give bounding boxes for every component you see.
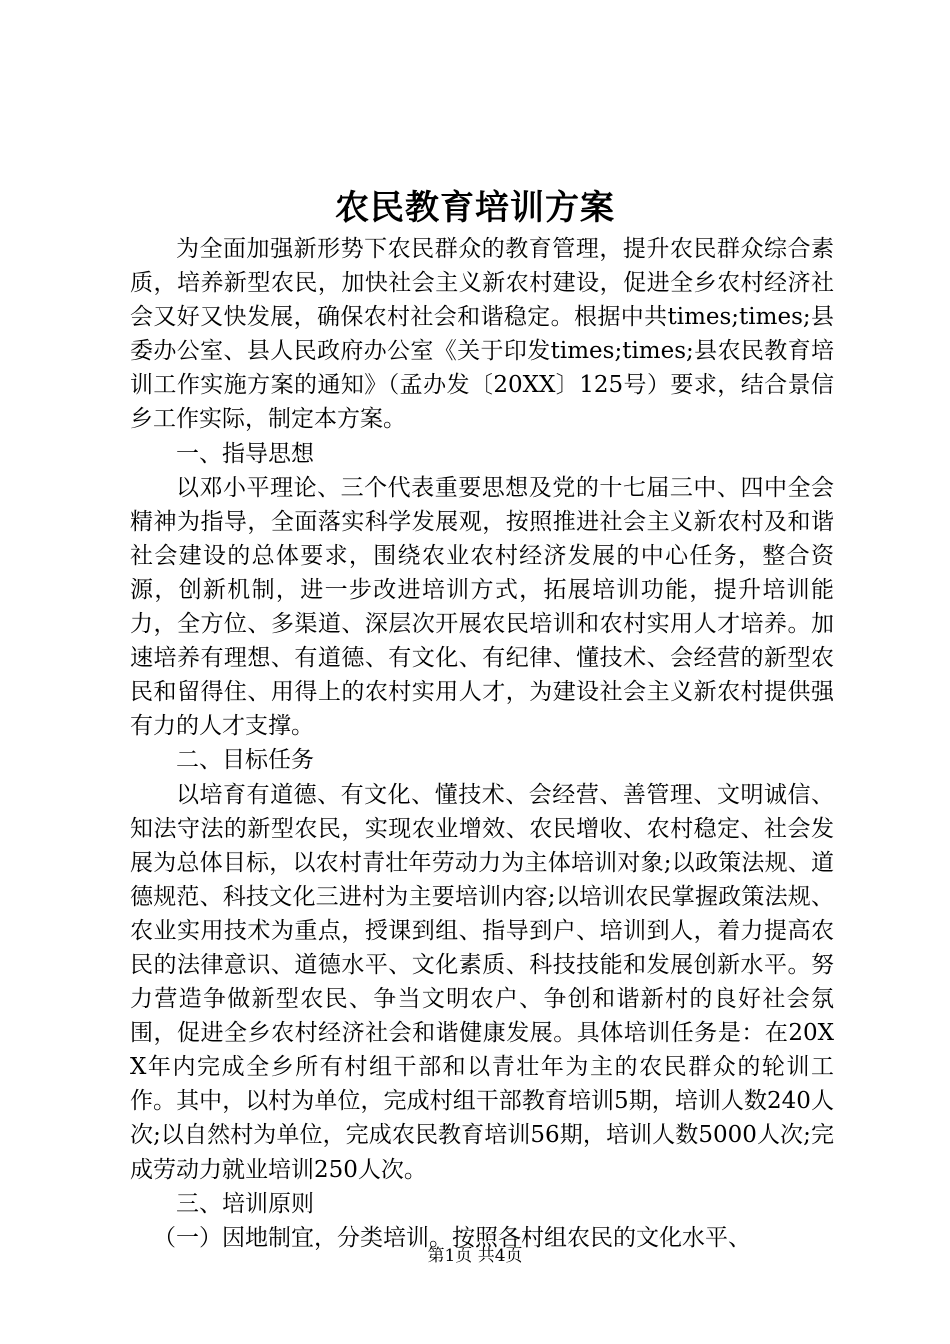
principle-1-paragraph: （一）因地制宜，分类培训。按照各村组农民的文化水平、: [153, 1224, 751, 1251]
section-heading-guiding-ideology: 一、指导思想: [176, 440, 314, 467]
section-heading-goals-tasks: 二、目标任务: [176, 747, 314, 774]
section-heading-training-principles: 三、培训原则: [176, 1190, 314, 1217]
document-title: 农民教育培训方案: [335, 188, 615, 228]
guiding-ideology-paragraph: 以邓小平理论、三个代表重要思想及党的十七届三中、四中全会精神为指导，全面落实科学发展观，按照推进社会主义新农村及和谐社会建设的总体要求，围绕农业农村经济发展的中心任务，整合资源，创新机制，进一步改进培训方式，拓展培训功能，提升培训能力，全方位、多渠道、深层次开展农民培训和农村实用人才培养。加速培养有理想、有道德、有文化、有纪律、懂技术、会经营的新型农民和留得住、用得上的农村实用人才，为建设社会主义新农村提供强有力的人才支撑。: [130, 474, 834, 740]
page-footer: 第1页 共4页: [427, 1246, 523, 1266]
document-body: [130, 232, 834, 1255]
goals-tasks-paragraph: 以培育有道德、有文化、懂技术、会经营、善管理、文明诚信、知法守法的新型农民，实现农业增效、农民增收、农村稳定、社会发展为总体目标，以农村青壮年劳动力为主体培训对象;以政策法规、道德规范、科技文化三进村为主要培训内容;以培训农民掌握政策法规、农业实用技术为重点，授课到组、指导到户、培训到人，着力提高农民的法律意识、道德水平、文化素质、科技技能和发展创新水平。努力营造争做新型农民、争当文明农户、争创和谐新村的良好社会氛围，促进全乡农村经济社会和谐健康发展。具体培训任务是：在20XX年内完成全乡所有村组干部和以青壮年为主的农民群众的轮训工作。其中，以村为单位，完成村组干部教育培训5期，培训人数240人次;以自然村为单位，完成农民教育培训56期，培训人数5000人次;完成劳动力就业培训250人次。: [130, 781, 834, 1183]
intro-paragraph: 为全面加强新形势下农民群众的教育管理，提升农民群众综合素质，培养新型农民，加快社会主义新农村建设，促进全乡农村经济社会又好又快发展，确保农村社会和谐稳定。根据中共times;times;县委办公室、县人民政府办公室《关于印发times;times;县农民教育培训工作实施方案的通知》（孟办发〔20XX〕125号）要求，结合景信乡工作实际，制定本方案。: [130, 236, 834, 433]
